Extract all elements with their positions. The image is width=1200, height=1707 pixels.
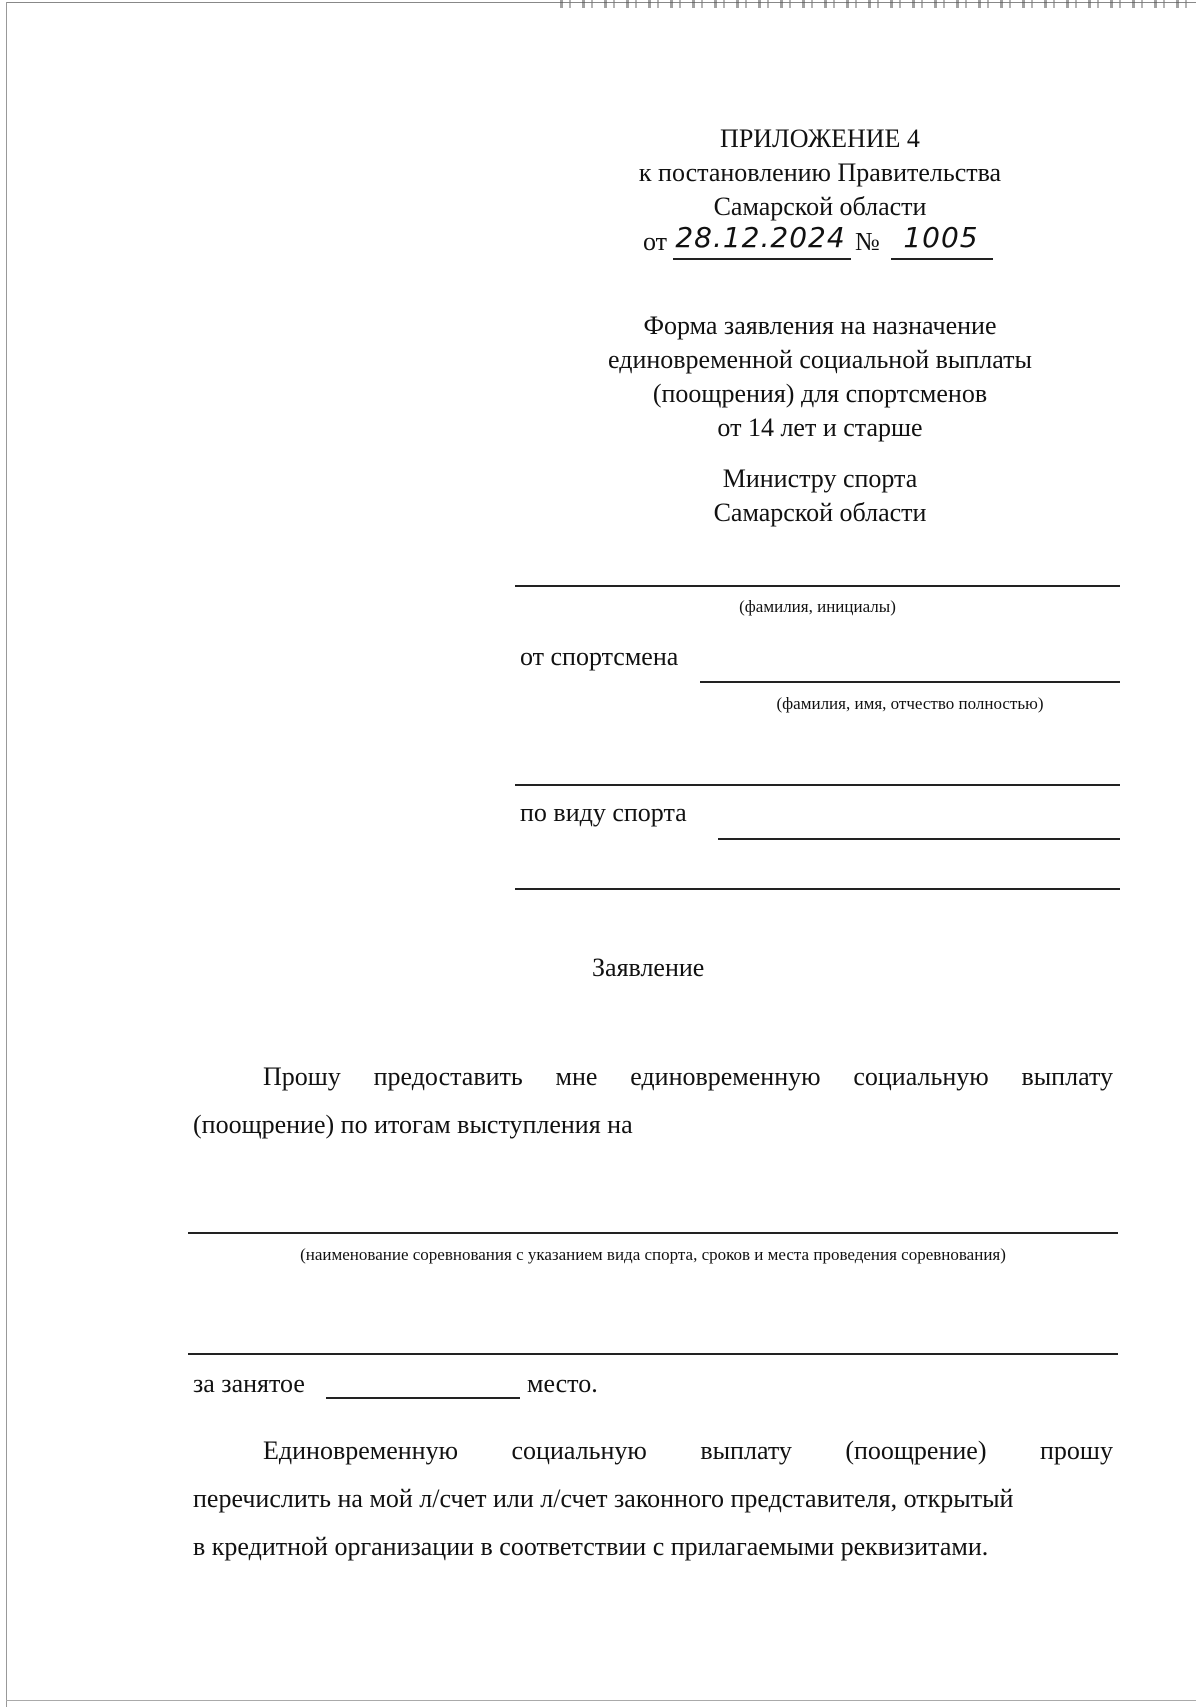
word: предоставить	[373, 1062, 523, 1091]
form-title-line2: единовременной социальной выплаты	[608, 345, 1032, 374]
minister-name-line[interactable]	[515, 585, 1120, 587]
word: Единовременную	[263, 1436, 458, 1465]
addressee	[560, 462, 1080, 530]
competition-line[interactable]	[188, 1232, 1118, 1234]
word: (поощрение)	[845, 1436, 987, 1465]
athlete-name-line[interactable]	[700, 681, 1120, 683]
word: мне	[555, 1062, 598, 1091]
form-title-line3: (поощрения) для спортсменов	[652, 379, 988, 408]
place-prefix: за занятое	[193, 1369, 305, 1398]
competition-line-2[interactable]	[188, 1353, 1118, 1355]
handwritten-date: 28.12.2024	[675, 221, 846, 254]
request-line2: (поощрение) по итогам выступления на	[193, 1110, 633, 1139]
appendix-header	[560, 122, 1080, 224]
date-prefix: от	[643, 227, 668, 256]
word: социальную	[853, 1062, 989, 1091]
transfer-line2: перечислить на мой л/счет или л/счет законного представителя, открытый	[193, 1484, 1014, 1513]
appendix-line2: к постановлению Правительства	[638, 158, 1002, 187]
word: единовременную	[630, 1062, 821, 1091]
handwritten-number: 1005	[903, 221, 979, 254]
from-athlete-label: от спортсмена	[520, 642, 679, 671]
transfer-line1	[193, 1427, 1113, 1475]
sport-line-2[interactable]	[515, 888, 1120, 890]
request-line1	[193, 1053, 1113, 1101]
word: Прошу	[263, 1062, 341, 1091]
transfer-line3: в кредитной организации в соответствии с прилагаемыми реквизитами.	[193, 1532, 989, 1561]
appendix-line3: Самарской области	[713, 192, 927, 221]
date-underline	[673, 258, 851, 260]
transfer-paragraph	[193, 1427, 1113, 1571]
addressee-line2: Самарской области	[713, 498, 927, 527]
word: социальную	[511, 1436, 647, 1465]
page-edge-left	[6, 2, 7, 1707]
minister-name-caption: (фамилия, инициалы)	[739, 597, 896, 616]
form-title-line4: от 14 лет и старше	[717, 413, 923, 442]
form-title-line1: Форма заявления на назначение	[643, 311, 997, 340]
word: прошу	[1040, 1436, 1113, 1465]
form-title	[560, 309, 1080, 445]
athlete-name-caption: (фамилия, имя, отчество полностью)	[776, 694, 1044, 713]
number-underline	[891, 258, 993, 260]
appendix-date-line	[643, 221, 1003, 261]
addressee-line1: Министру спорта	[722, 464, 918, 493]
place-line[interactable]	[326, 1397, 520, 1399]
appendix-title: ПРИЛОЖЕНИЕ 4	[720, 124, 920, 153]
page-edge-bottom	[6, 1700, 1196, 1701]
place-suffix: место.	[527, 1369, 598, 1398]
competition-caption: (наименование соревнования с указанием вида спорта, сроков и места проведения соревнования)	[300, 1245, 1006, 1264]
word: выплату	[700, 1436, 792, 1465]
request-paragraph	[193, 1053, 1113, 1149]
sport-line[interactable]	[718, 838, 1120, 840]
sport-label: по виду спорта	[520, 798, 687, 827]
word: выплату	[1021, 1062, 1113, 1091]
athlete-name-line-2[interactable]	[515, 784, 1120, 786]
application-heading: Заявление	[592, 953, 705, 982]
number-prefix: №	[855, 227, 880, 256]
scan-noise	[560, 0, 1190, 8]
